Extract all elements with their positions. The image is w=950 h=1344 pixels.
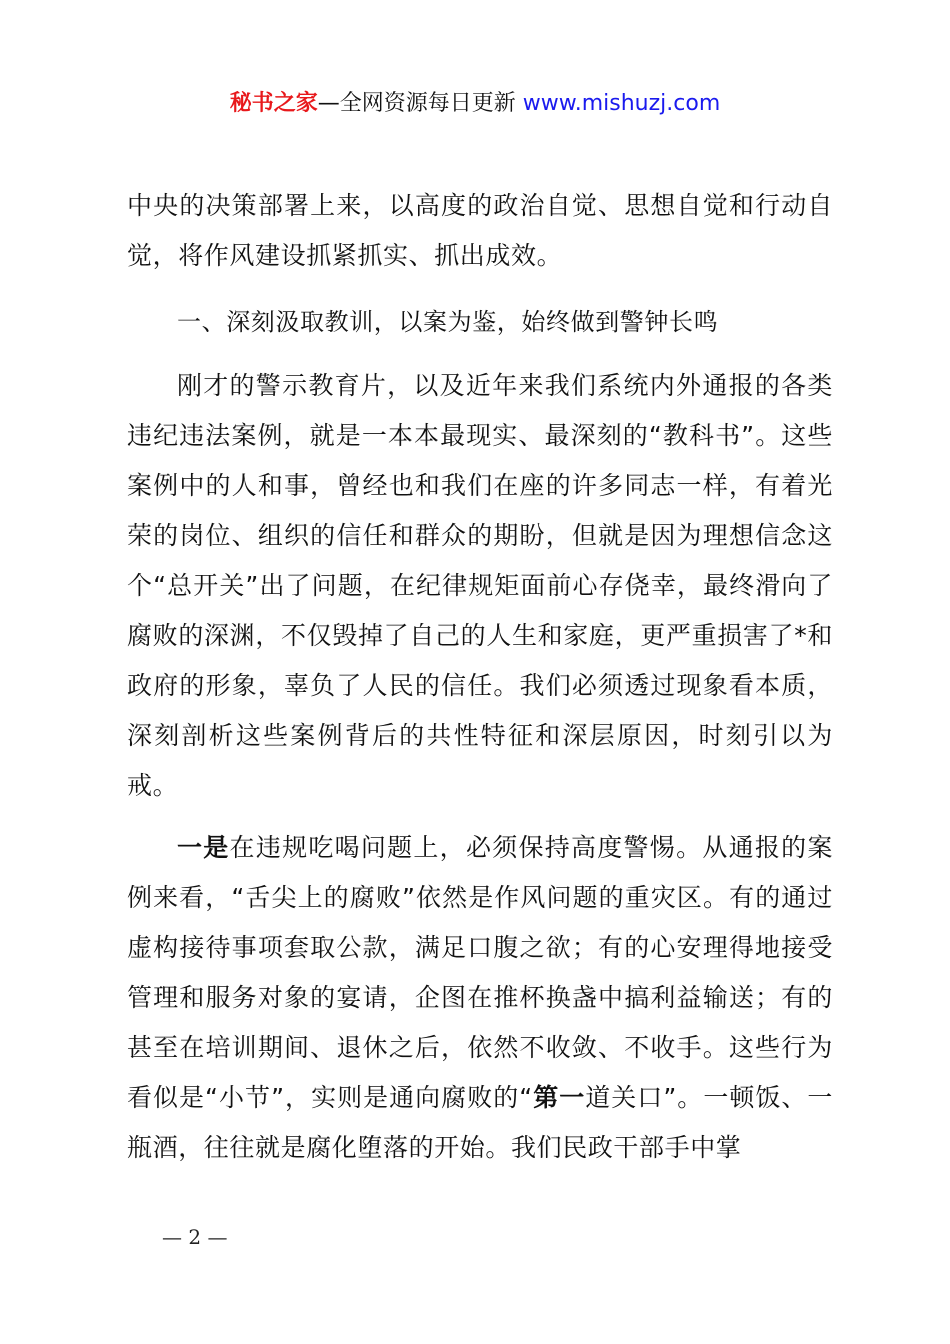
paragraph-point-one [127,823,833,1173]
section-heading: 一、深刻汲取教训，以案为鉴，始终做到警钟长鸣 [177,308,719,336]
header-website[interactable]: www.mishuzj.com [515,91,721,116]
page-header [0,88,950,120]
paragraph-continuation: 中央的决策部署上来，以高度的政治自觉、思想自觉和行动自觉，将作风建设抓紧抓实、抓出成效。 [127,191,833,270]
point-emphasis: 第一 [532,1083,586,1112]
paragraph-cases: 刚才的警示教育片，以及近年来我们系统内外通报的各类违纪违法案例，就是一本本最现实、最深刻的“教科书”。这些案例中的人和事，曾经也和我们在座的许多同志一样，有着光荣的岗位、组织的信任和群众的期盼，但就是因为理想信念这个“总开关”出了问题，在纪律规矩面前心存侥幸，最终滑向了腐败的深渊，不仅毁掉了自己的人生和家庭，更严重损害了*和政府的形象，辜负了人民的信任。我们必须透过现象看本质，深刻剖析这些案例背后的共性特征和深层原因，时刻引以为戒。 [127,371,833,800]
header-slogan: —全网资源每日更新 [317,91,516,116]
point-text-a: 在违规吃喝问题上，必须保持高度警惕。从通报的案例来看，“舌尖上的腐败”依然是作风问题的重灾区。有的通过虚构接待事项套取公款，满足口腹之欲；有的心安理得地接受管理和服务对象的宴请，企图在推杯换盏中搞利益输送；有的甚至在培训期间、退休之后，依然不收敛、不收手。这些行为看似是“小节”，实则是通向腐败的“ [127,833,834,1112]
document-body [127,181,833,1173]
point-lead: 一是 [177,833,230,862]
page-number: — 2 — [162,1225,228,1249]
point-text-b: 道关口”。一顿饭、一瓶酒，往往就是腐化堕落的开始。我们民政干部手中掌 [127,1083,834,1162]
header-brand: 秘书之家 [229,91,318,116]
